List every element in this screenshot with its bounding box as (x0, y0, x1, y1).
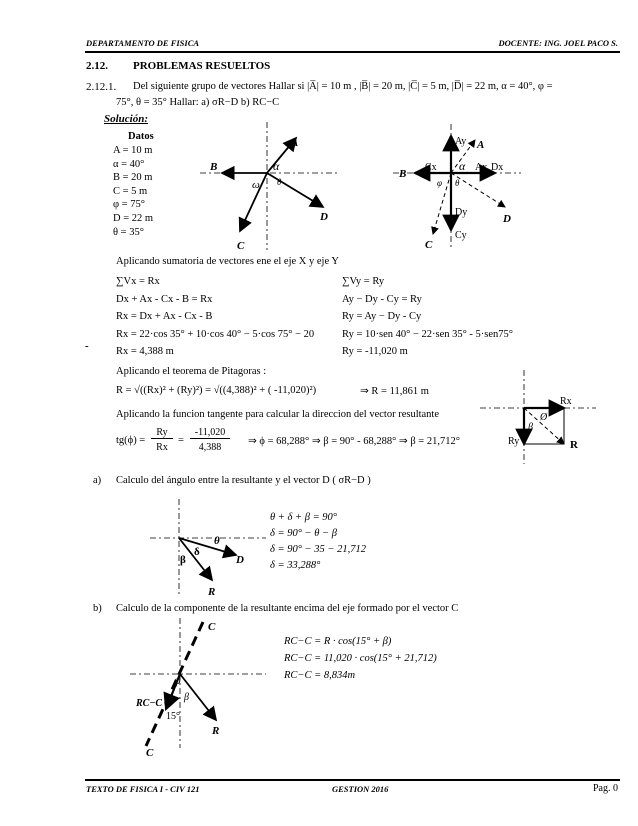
tg-numerator-1: Ry (151, 427, 173, 439)
ry-label-3: Ry (508, 436, 520, 447)
problem-number: 2.12.1. (86, 81, 117, 93)
d-label-2: D (503, 213, 511, 225)
sum-left-line: Rx = Dx + Ax - Cx - B (116, 311, 213, 322)
sum-right-line: Ay − Dy - Cy = Ry (342, 293, 422, 305)
part-b-eq: RC−C = 11,020 · cos(15° + 21,712) (284, 653, 437, 664)
stray-dash: - (85, 340, 89, 352)
datos-item: D = 22 m (113, 212, 154, 224)
problem-line2: 75°, θ = 35° Hallar: a) σR−D b) RC−C (116, 97, 280, 108)
pitagoras-formula: R = √((Rx)² + (Ry)²) = √((4,388)² + ( -11,020)²) (116, 385, 317, 396)
sum-right-line: ∑Vy = Ry (342, 276, 385, 287)
b-label-2: B (399, 168, 407, 180)
part-a-label: a) (93, 475, 102, 486)
vector-d-label: D (320, 211, 328, 223)
theta-label: θ (277, 177, 282, 187)
part-b-text: Calculo de la componente de la resultante encima del eje formado por el vector C (116, 603, 459, 614)
omega-label: ω (252, 179, 260, 191)
header-rule (85, 51, 620, 53)
cy-label: Cy (455, 230, 467, 241)
footer-center: GESTION 2016 (332, 784, 389, 794)
phi-label-2: φ (437, 178, 442, 188)
c-top-label: C (208, 621, 216, 633)
datos-title: Datos (128, 131, 154, 142)
tg-numerator-2: -11,020 (190, 427, 230, 439)
vector-figure-2 (393, 122, 523, 252)
vector-c-label: C (237, 240, 245, 252)
tg-label: tg(ϕ) = (116, 435, 146, 446)
problem-line1: Del siguiente grupo de vectores Hallar si |A̅| = 10 m , |B̅| = 20 m, |C̅| = 5 m, |D̅| = 22 m, α = 40°, φ = (133, 81, 553, 92)
cx-label: Cx (425, 162, 437, 173)
vector-d-arrow (267, 173, 323, 207)
solution-label: Solución: (104, 113, 149, 125)
alpha-label-2: α (459, 159, 466, 173)
part-b-figure (128, 616, 268, 758)
beta-label-a: β (180, 554, 186, 566)
part-b-equations (284, 633, 437, 684)
part-b-label: b) (93, 603, 102, 614)
beta-label-b: β (184, 692, 189, 703)
sum-left-line: Rx = 22·cos 35° + 10·cos 40° − 5·cos 75° − 20 (116, 328, 315, 340)
phi-label-b: φ (174, 673, 181, 687)
tg-denominator-1: Rx (156, 442, 168, 453)
c-label-2: C (425, 239, 433, 251)
part-b-eq: RC−C = R · cos(15° + β) (284, 636, 392, 647)
alpha-label: α (273, 159, 280, 173)
tangente-intro: Aplicando la funcion tangente para calcular la direccion del vector resultante (116, 409, 440, 420)
r-label-3: R (570, 439, 578, 451)
datos-list (113, 144, 153, 239)
footer-rule (85, 779, 620, 781)
vector-d-a (179, 538, 236, 555)
datos-item: φ = 75° (113, 199, 145, 211)
datos-item: B = 20 m (113, 172, 153, 184)
angle15-label: 15° (166, 711, 180, 722)
footer-left: TEXTO DE FISICA I - CIV 121 (86, 784, 200, 794)
section-number: 2.12. (86, 60, 108, 72)
footer-page: Pag. 0 (593, 783, 618, 794)
datos-item: θ = 35° (113, 226, 144, 238)
tg-rest: ⇒ ϕ = 68,288° ⇒ β = 90° - 68,288° ⇒ β = 21,712° (248, 436, 460, 447)
r-label-a: R (208, 586, 216, 598)
part-a-eq: δ = 90° − θ − β (270, 528, 337, 539)
sum-right-line: Ry = 10·sen 40° − 22·sen 35° - 5·sen75° (342, 328, 513, 340)
part-a-figure (148, 497, 268, 597)
part-a-eq: δ = 33,288° (270, 560, 321, 571)
phi-label-3: Ø (540, 412, 548, 423)
sum-right-column (342, 273, 513, 361)
theta-label-2: θ (455, 178, 460, 188)
r-label-b: R (212, 725, 220, 737)
section-title: PROBLEMAS RESUELTOS (133, 60, 271, 72)
part-a-equations (270, 510, 366, 574)
part-a-text: Calculo del ángulo entre la resultante y el vector D ( σR−D ) (116, 475, 371, 486)
pitagoras-intro: Aplicando el teorema de Pitagoras : (116, 366, 267, 377)
rx-label-3: Rx (560, 396, 572, 407)
part-a-eq: θ + δ + β = 90° (270, 512, 337, 523)
sum-left-line: ∑Vx = Rx (116, 276, 160, 287)
c-bottom-label: C (146, 747, 154, 759)
datos-item: A = 10 m (113, 145, 153, 156)
sum-right-line: Ry = Ay − Dy - Cy (342, 311, 422, 322)
ax-label: Ax (475, 162, 488, 173)
a-label-2: A (477, 139, 485, 151)
c-dashed (433, 173, 451, 234)
sum-left-line: Rx = 4,388 m (116, 346, 174, 357)
tg-denominator-2: 4,388 (198, 442, 222, 453)
vector-a-label: A (291, 137, 299, 149)
vector-figure-1 (200, 118, 340, 253)
part-b-eq: RC−C = 8,834m (284, 670, 356, 681)
sum-left-line: Dx + Ax - Cx - B = Rx (116, 293, 213, 305)
header-left: DEPARTAMENTO DE FISICA (86, 38, 200, 48)
sum-left-column (116, 273, 314, 361)
beta-label-3: β (528, 422, 533, 433)
delta-label-a: δ (194, 546, 200, 558)
dx-label: Dx (491, 162, 504, 173)
ay-label: Ay (455, 136, 467, 147)
sum-intro: Aplicando sumatoria de vectores ene el eje X y eje Y (116, 256, 339, 267)
vector-b-label: B (210, 161, 218, 173)
tg-equals: = (178, 435, 184, 446)
pitagoras-result: ⇒ R = 11,861 m (360, 386, 429, 397)
dy-label: Dy (455, 207, 468, 218)
d-label-a: D (236, 554, 244, 566)
part-a-eq: δ = 90° − 35 − 21,712 (270, 544, 366, 555)
datos-item: α = 40° (113, 158, 145, 170)
resultant-figure (478, 368, 598, 468)
sum-right-line: Ry = -11,020 m (342, 346, 408, 357)
header-right: DOCENTE: ING. JOEL PACO S. (498, 38, 618, 48)
rcc-label-b: RC−C (136, 698, 163, 709)
datos-item: C = 5 m (113, 185, 148, 197)
theta-label-a: θ (214, 535, 220, 547)
